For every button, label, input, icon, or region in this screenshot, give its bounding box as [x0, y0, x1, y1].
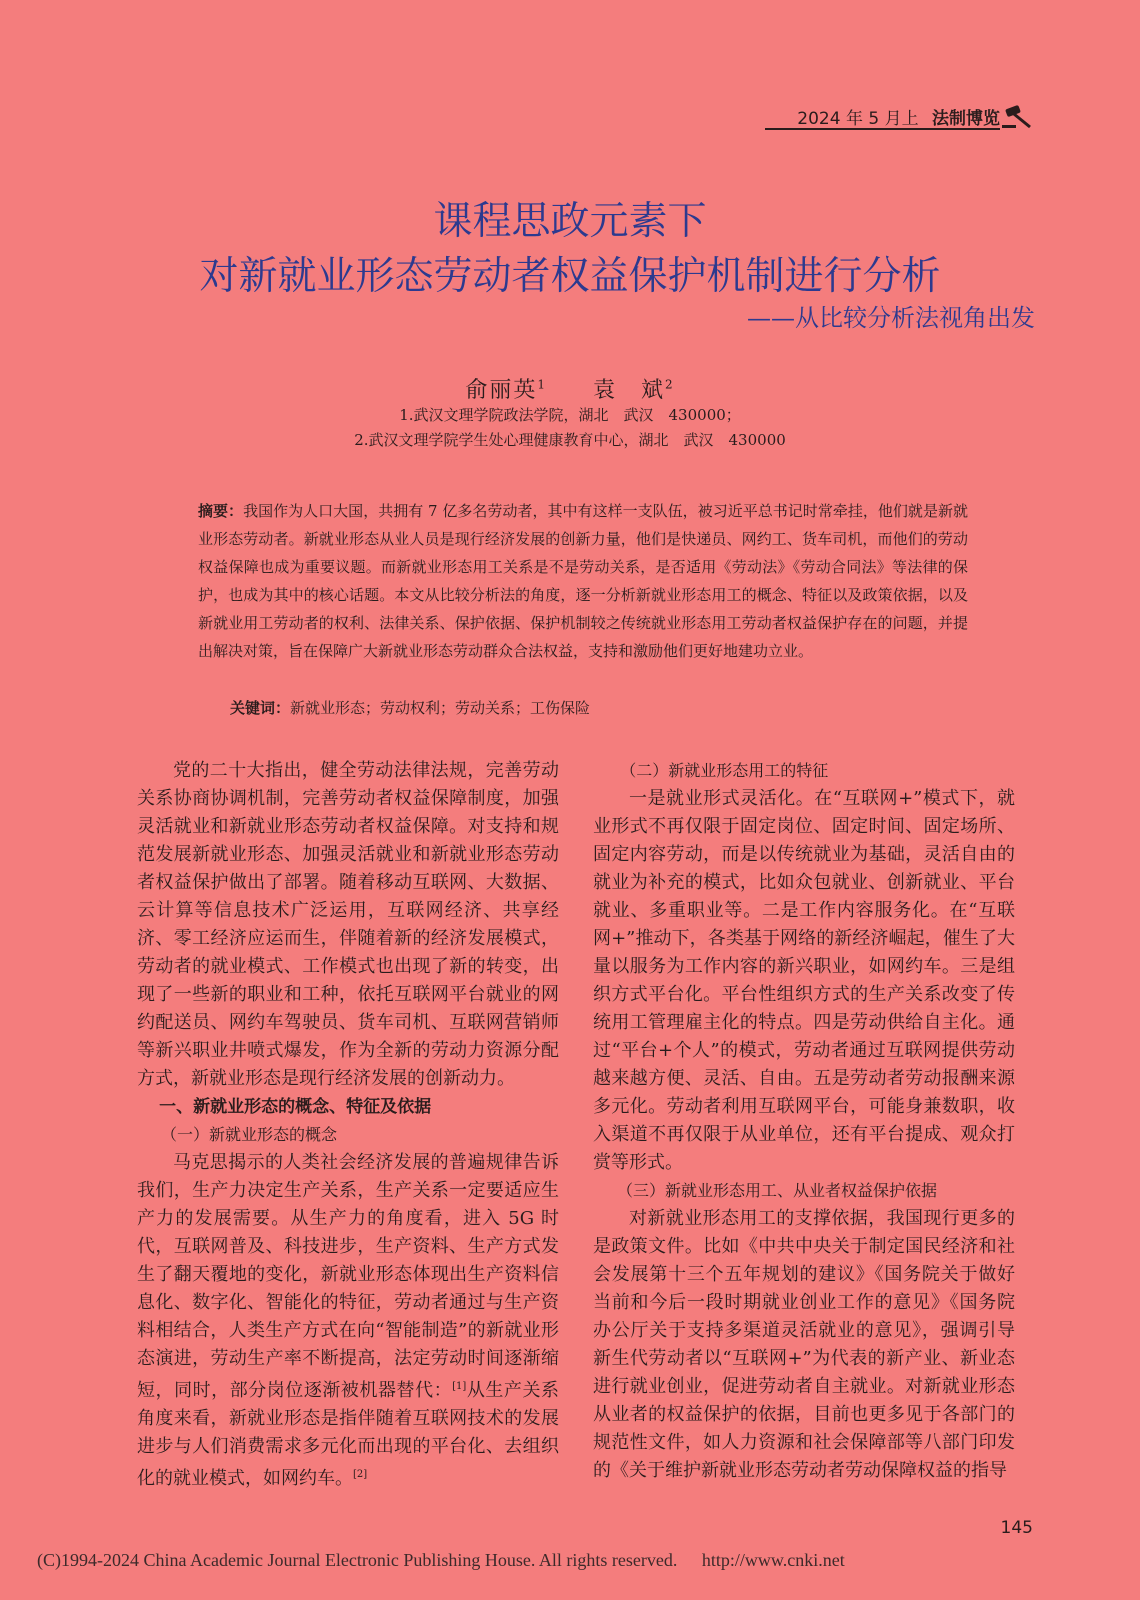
- author-2-mark: 2: [665, 377, 675, 392]
- keywords: [230, 697, 590, 718]
- citation: [1]: [452, 1381, 467, 1392]
- header-rule: [765, 128, 1000, 130]
- paragraph-text: 从生产关系角度来看，新就业形态是指伴随着互联网技术的发展进步与人们消费需求多元化而出现的平台化、去组织化的就业模式，如网约车。: [137, 1380, 560, 1489]
- abstract-label: 摘要：: [198, 502, 244, 520]
- authors: [0, 373, 1140, 404]
- paragraph: [137, 1149, 559, 1493]
- paragraph: 对新就业形态用工的支撑依据，我国现行更多的是政策文件。比如《中共中央关于制定国民经济和社会发展第十三个五年规划的建议》《国务院关于做好当前和今后一段时期就业创业工作的意见》《国务院办公厅关于支持多渠道灵活就业的意见》，强调引导新生代劳动者以“互联网+”为代表的新产业、新业态进行就业创业，促进劳动者自主就业。对新就业形态从业者的权益保护的依据，目前也更多见于各部门的规范性文件，如人力资源和社会保障部等八部门印发的《关于维护新就业形态劳动者劳动保障权益的指导: [593, 1208, 1015, 1481]
- abstract: [198, 497, 968, 665]
- abstract-text: 我国作为人口大国，共拥有 7 亿多名劳动者，其中有这样一支队伍，被习近平总书记时常牵挂，他们就是新就业形态劳动者。新就业形态从业人员是现行经济发展的创新力量，他们是快递员、网约工、货车司机，而他们的劳动权益保障也成为重要议题。而新就业形态用工关系是不是劳动关系，是否适用《劳动法》《劳动合同法》等法律的保护，也成为其中的核心话题。本文从比较分析法的角度，逐一分析新就业形态用工的概念、特征以及政策依据，以及新就业用工劳动者的权利、法律关系、保护依据、保护机制较之传统就业形态用工劳动者权益保护存在的问题，并提出解决对策，旨在保障广大新就业形态劳动群众合法权益，支持和激励他们更好地建功立业。: [198, 502, 968, 660]
- paragraph: 党的二十大指出，健全劳动法律法规，完善劳动关系协商协调机制，完善劳动者权益保障制度，加强灵活就业和新就业形态劳动者权益保障。对支持和规范发展新就业形态、加强灵活就业和新就业形态劳动者权益保护做出了部署。随着移动互联网、大数据、云计算等信息技术广泛运用，互联网经济、共享经济、零工经济应运而生，伴随着新的经济发展模式，劳动者的就业模式、工作模式也出现了新的转变，出现了一些新的职业和工种，依托互联网平台就业的网约配送员、网约车驾驶员、货车司机、互联网营销师等新兴职业井喷式爆发，作为全新的劳动力资源分配方式，新就业形态是现行经济发展的创新动力。: [137, 760, 559, 1089]
- subsection-heading: （一）新就业形态的概念: [161, 1125, 338, 1144]
- journal-name: 法制博览: [932, 109, 1000, 129]
- citation: [2]: [353, 1469, 368, 1480]
- keywords-text: 新就业形态；劳动权利；劳动关系；工伤保险: [290, 699, 591, 717]
- affiliation-1: 1.武汉文理学院政法学院，湖北 武汉 430000；: [399, 406, 741, 424]
- issue-date: 2024 年 5 月上: [797, 109, 919, 129]
- affiliation-2: 2.武汉文理学院学生处心理健康教育中心，湖北 武汉 430000: [354, 431, 786, 449]
- paragraph: 一是就业形式灵活化。在“互联网+”模式下，就业形式不再仅限于固定岗位、固定时间、固定场所、固定内容劳动，而是以传统就业为基础，灵活自由的就业为补充的模式，比如众包就业、创新就业、平台就业、多重职业等。二是工作内容服务化。在“互联网+”推动下，各类基于网络的新经济崛起，催生了大量以服务为工作内容的新兴职业，如网约车。三是组织方式平台化。平台性组织方式的生产关系改变了传统用工管理雇主化的特点。四是劳动供给自主化。通过“平台+个人”的模式，劳动者通过互联网提供劳动越来越方便、灵活、自由。五是劳动者劳动报酬来源多元化。劳动者利用互联网平台，可能身兼数职，收入渠道不再仅限于从业单位，还有平台提成、观众打赏等形式。: [593, 788, 1015, 1173]
- page-number: 145: [1000, 1518, 1033, 1538]
- subsection-heading: （二）新就业形态用工的特征: [620, 761, 829, 780]
- title-line-2: 对新就业形态劳动者权益保护机制进行分析: [199, 254, 941, 299]
- copyright-text: (C)1994-2024 China Academic Journal Electronic Publishing House. All rights reserved.: [37, 1550, 678, 1570]
- running-header: [797, 104, 1000, 129]
- gavel-icon: [1002, 105, 1034, 131]
- author-1: 俞丽英: [465, 378, 538, 403]
- copyright-notice: [37, 1550, 845, 1571]
- paragraph-text: 马克思揭示的人类社会经济发展的普遍规律告诉我们，生产力决定生产关系，生产关系一定要适应生产力的发展需要。从生产力的角度看，进入 5G 时代，互联网普及、科技进步，生产资料、生产方式发生了翻天覆地的变化，新就业形态体现出生产资料信息化、数字化、智能化的特征，劳动者通过与生产资料相结合，人类生产方式在向“智能制造”的新就业形态演进，劳动生产率不断提高，法定劳动时间逐渐缩短，同时，部分岗位逐渐被机器替代：: [137, 1152, 559, 1401]
- subtitle: ——从比较分析法视角出发: [747, 304, 1035, 332]
- keywords-label: 关键词：: [230, 699, 291, 717]
- left-column: [137, 757, 559, 1493]
- author-1-mark: 1: [537, 377, 547, 392]
- cnki-link[interactable]: http://www.cnki.net: [701, 1550, 845, 1570]
- subsection-heading: （三）新就业形态用工、从业者权益保护依据: [617, 1181, 938, 1200]
- title-line-1: 课程思政元素下: [433, 199, 707, 244]
- right-column: [593, 757, 1015, 1485]
- author-2: 袁 斌: [593, 378, 666, 403]
- section-heading: 一、新就业形态的概念、特征及依据: [159, 1097, 432, 1117]
